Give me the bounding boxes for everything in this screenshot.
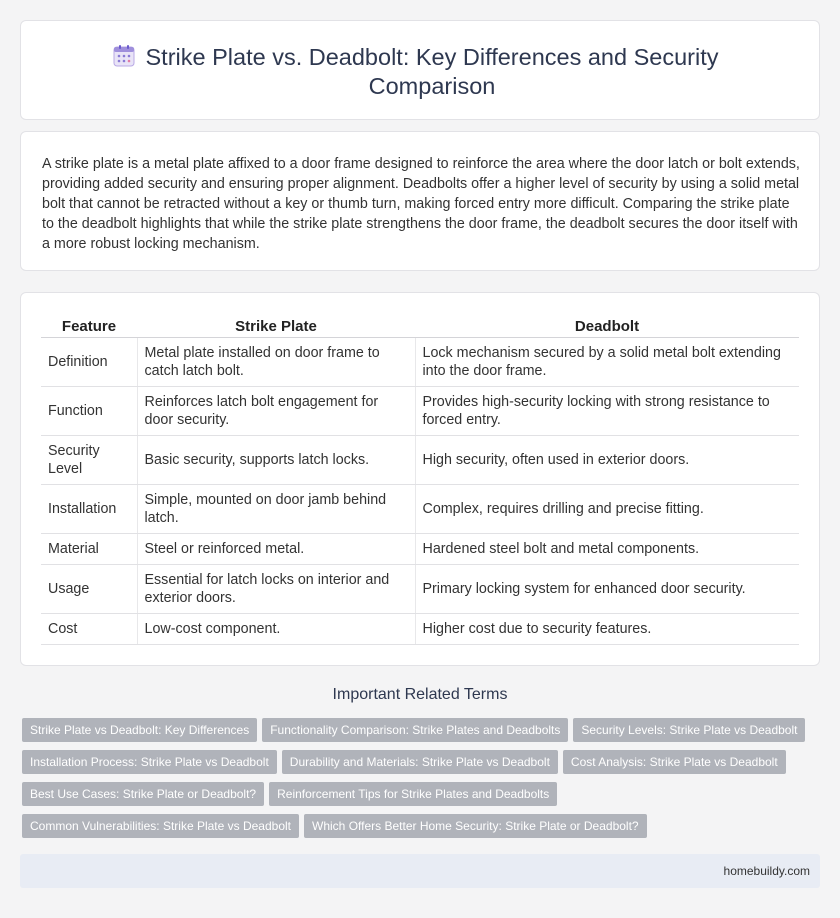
intro-paragraph: A strike plate is a metal plate affixed to a door frame designed to reinforce the area where the door latch or bolt extends, providing added security and ensuring proper alignment. Deadbolts offer a higher level of security by using a solid metal bolt that cannot be retracted without a key or thumb turn, making forced entry more difficult. Comparing the strike plate to the deadbolt highlights that while the strike plate strengthens the door frame, the deadbolt secures the door itself with a more robust locking mechanism.: [42, 156, 800, 252]
deadbolt-cell: Hardened steel bolt and metal components.: [415, 534, 799, 565]
related-term-tag[interactable]: Functionality Comparison: Strike Plates and Deadbolts: [262, 718, 568, 742]
feature-cell: Usage: [41, 565, 137, 614]
strike-plate-cell: Metal plate installed on door frame to catch latch bolt.: [137, 338, 415, 387]
related-term-tag[interactable]: Cost Analysis: Strike Plate vs Deadbolt: [563, 750, 786, 774]
table-row: [41, 565, 799, 614]
intro-card: [20, 131, 820, 271]
strike-plate-cell: Steel or reinforced metal.: [137, 534, 415, 565]
feature-cell: Material: [41, 534, 137, 565]
strike-plate-cell: Low-cost component.: [137, 614, 415, 645]
related-term-tag[interactable]: Installation Process: Strike Plate vs Deadbolt: [22, 750, 277, 774]
header-strike-plate: Strike Plate: [137, 315, 415, 338]
strike-plate-cell: Essential for latch locks on interior and exterior doors.: [137, 565, 415, 614]
related-terms-list: [22, 718, 822, 846]
related-term-tag[interactable]: Best Use Cases: Strike Plate or Deadbolt?: [22, 782, 264, 806]
title-card: [20, 20, 820, 120]
comparison-table-card: [20, 292, 820, 666]
table-row: [41, 387, 799, 436]
related-term-tag[interactable]: Which Offers Better Home Security: Strike Plate or Deadbolt?: [304, 814, 647, 838]
deadbolt-cell: Primary locking system for enhanced door security.: [415, 565, 799, 614]
comparison-table: [41, 315, 799, 645]
feature-cell: Installation: [41, 485, 137, 534]
table-row: [41, 614, 799, 645]
footer-site-link[interactable]: homebuildy.com: [723, 864, 810, 878]
table-header-row: [41, 315, 799, 338]
deadbolt-cell: Provides high-security locking with strong resistance to forced entry.: [415, 387, 799, 436]
table-row: [41, 485, 799, 534]
deadbolt-cell: Complex, requires drilling and precise fitting.: [415, 485, 799, 534]
feature-cell: Definition: [41, 338, 137, 387]
strike-plate-cell: Basic security, supports latch locks.: [137, 436, 415, 485]
deadbolt-cell: High security, often used in exterior doors.: [415, 436, 799, 485]
related-term-tag[interactable]: Security Levels: Strike Plate vs Deadbolt: [573, 718, 805, 742]
strike-plate-cell: Reinforces latch bolt engagement for door security.: [137, 387, 415, 436]
deadbolt-cell: Higher cost due to security features.: [415, 614, 799, 645]
header-feature: Feature: [41, 315, 137, 338]
related-term-tag[interactable]: Reinforcement Tips for Strike Plates and Deadbolts: [269, 782, 557, 806]
related-term-tag[interactable]: Strike Plate vs Deadbolt: Key Differences: [22, 718, 257, 742]
header-deadbolt: Deadbolt: [415, 315, 799, 338]
feature-cell: Security Level: [41, 436, 137, 485]
strike-plate-cell: Simple, mounted on door jamb behind latch.: [137, 485, 415, 534]
table-row: [41, 534, 799, 565]
related-terms-heading: Important Related Terms: [332, 686, 508, 703]
footer: [20, 854, 820, 888]
page-title: Strike Plate vs. Deadbolt: Key Differences and Security Comparison: [145, 44, 719, 99]
table-row: [41, 436, 799, 485]
related-term-tag[interactable]: Durability and Materials: Strike Plate vs Deadbolt: [282, 750, 558, 774]
related-term-tag[interactable]: Common Vulnerabilities: Strike Plate vs Deadbolt: [22, 814, 299, 838]
deadbolt-cell: Lock mechanism secured by a solid metal bolt extending into the door frame.: [415, 338, 799, 387]
table-row: [41, 338, 799, 387]
feature-cell: Cost: [41, 614, 137, 645]
feature-cell: Function: [41, 387, 137, 436]
